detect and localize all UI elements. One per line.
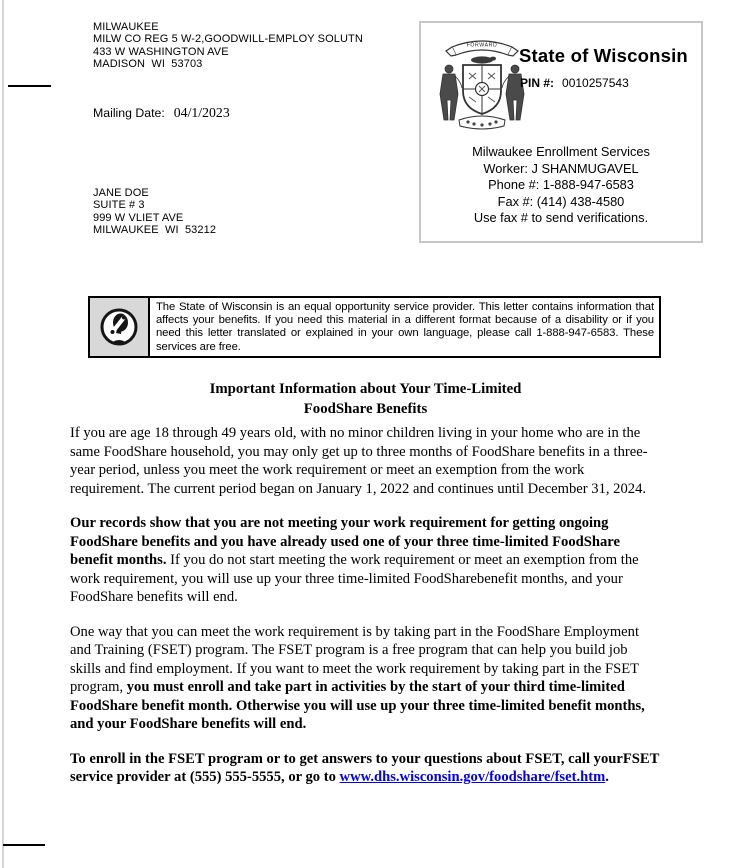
mailing-date-label: Mailing Date: bbox=[93, 106, 165, 120]
body-paragraph bbox=[70, 514, 661, 607]
heading-line-2: FoodShare Benefits bbox=[303, 401, 428, 417]
mailing-date-row bbox=[93, 105, 230, 121]
body-paragraphs bbox=[70, 424, 661, 787]
recipient-line: JANE DOE bbox=[93, 187, 149, 199]
wisconsin-seal-icon bbox=[432, 32, 532, 136]
fold-mark-bottom bbox=[3, 844, 45, 846]
pin-row bbox=[520, 76, 629, 90]
body-paragraph bbox=[70, 623, 661, 734]
fax-line: Fax #: (414) 438-4580 bbox=[497, 193, 625, 209]
text-segment: If you do not start meeting the work requirement or meet an exemption from the work requirement, you will use up your three time-limited FoodSharebenefit months, and your FoodShare benefits will end. bbox=[70, 552, 639, 605]
agency-name: Milwaukee Enrollment Services bbox=[472, 144, 650, 159]
sender-line: MADISON WI 53703 bbox=[93, 58, 203, 71]
sender-line: MILW CO REG 5 W-2,GOODWILL-EMPLOY SOLUTN bbox=[93, 33, 363, 46]
fset-website-link[interactable]: www.dhs.wisconsin.gov/foodshare/fset.htm bbox=[339, 769, 606, 785]
text-segment: you must enroll and take part in activities by the start of your third time-limited FoodShare benefit month. Otherwise you will use up your three time-limited benefit months, and your FoodShare benefits will end. bbox=[70, 679, 645, 732]
letter-heading bbox=[70, 379, 661, 419]
fax-note-line: Use fax # to send verifications. bbox=[473, 210, 649, 226]
recipient-address-block bbox=[93, 187, 216, 237]
text-segment: If you are age 18 through 49 years old, with no minor children living in your home who are in the same FoodShare household, you may only get up to three months of FoodShare benefits in a three-year period, unless you meet the work requirement or meet an exemption from the work requirement. The current period began on January 1, 2022 and continues until December 31, 2024. bbox=[70, 425, 648, 497]
notice-text: The State of Wisconsin is an equal opportunity service provider. This letter contains information that affects your benefits. If you need this material in a different format because of a disability or if you need this letter translated or explained in your own language, please call 1-888-947-6583. These services are free. bbox=[156, 301, 654, 353]
mailing-date-value: 04/1/2023 bbox=[173, 105, 230, 120]
text-segment: Our records show that you are not meeting your work requirement for getting ongoing FoodShare benefits and you have already used one of your three time-limited FoodShare benefit months. bbox=[70, 515, 620, 568]
body-paragraph bbox=[70, 750, 661, 787]
phone-line: Phone #: 1-888-947-6583 bbox=[488, 177, 634, 193]
text-segment: To enroll in the FSET program or to get answers to your questions about FSET, call yourFSET service provider at (555) 555-5555, or go to bbox=[70, 750, 660, 785]
letter-body bbox=[70, 379, 661, 787]
text-segment: . bbox=[605, 769, 609, 785]
sender-line: MILWAUKEE bbox=[93, 21, 159, 33]
fold-mark-top bbox=[8, 85, 51, 87]
interpreter-phone-icon bbox=[98, 306, 140, 348]
pin-label: PIN #: bbox=[520, 76, 555, 90]
recipient-line: 999 W VLIET AVE bbox=[93, 211, 184, 224]
recipient-line: SUITE # 3 bbox=[93, 199, 145, 212]
sender-line: 433 W WASHINGTON AVE bbox=[93, 45, 229, 58]
agency-title: State of Wisconsin bbox=[519, 45, 688, 66]
pin-value: 0010257543 bbox=[562, 76, 629, 90]
state-agency-box bbox=[419, 21, 703, 243]
body-paragraph bbox=[70, 424, 661, 498]
recipient-line: MILWAUKEE WI 53212 bbox=[93, 224, 217, 237]
seal-motto: FORWARD bbox=[466, 42, 498, 49]
heading-line-1: Important Information about Your Time-Limited bbox=[209, 381, 522, 397]
notice-icon-cell bbox=[90, 298, 150, 356]
worker-line: Worker: J SHANMUGAVEL bbox=[483, 160, 639, 176]
agency-contact-block bbox=[421, 144, 701, 227]
sender-address-block bbox=[93, 21, 363, 71]
equal-opportunity-notice bbox=[88, 296, 661, 358]
page-edge-line bbox=[2, 0, 4, 868]
text-segment: One way that you can meet the work requirement is by taking part in the FoodShare Employment and Training (FSET) program. The FSET program is a free program that can help you build job skills and find employment. If you want to meet the work requirement by taking part in the FSET program, bbox=[70, 623, 640, 695]
